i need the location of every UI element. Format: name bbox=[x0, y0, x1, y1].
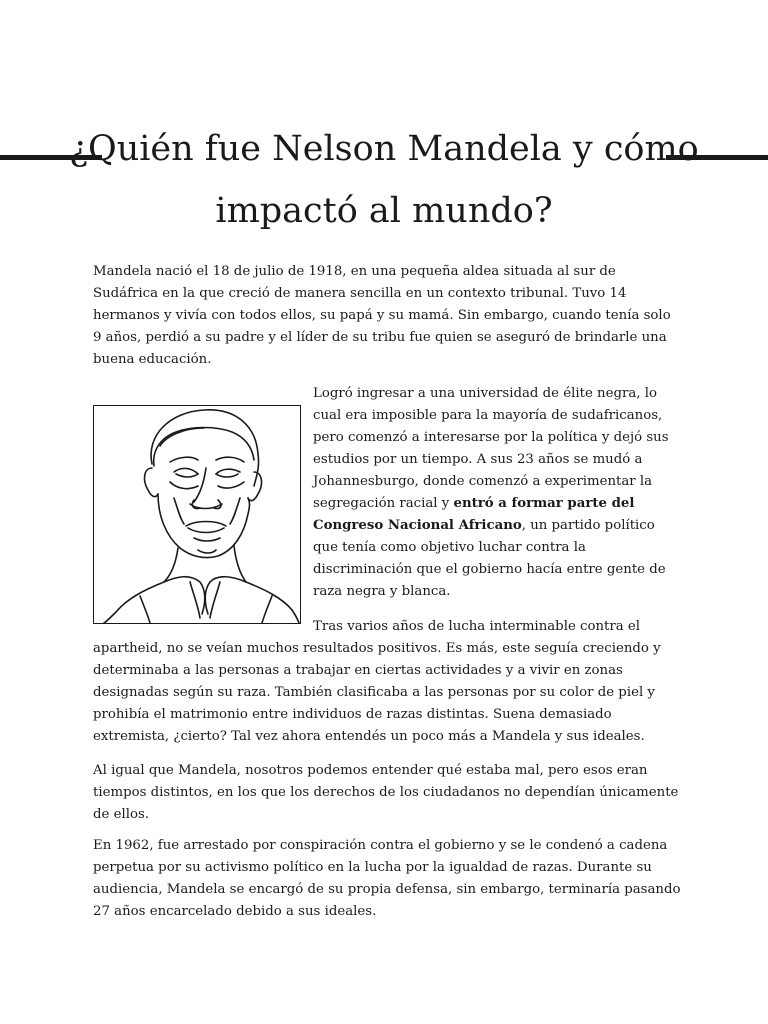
mandela-portrait-illustration bbox=[93, 405, 301, 624]
paragraph-birth: Mandela nació el 18 de julio de 1918, en una pequeña aldea situada al sur de Sudáfrica en la que creció de manera sencilla en un contexto tribunal. Tuvo 14 hermanos y vivía con todos ellos, su papá y su mamá. Sin embargo, cuando tenía solo 9 años, perdió a su padre y el líder de su tribu fue quien se aseguró de brindarle una buena educación. bbox=[93, 264, 671, 367]
title-line-1: ¿Quién fue Nelson Mandela y cómo bbox=[69, 129, 699, 169]
paragraph-apartheid bbox=[93, 616, 683, 748]
paragraph-university-text-2: , un partido político que tenía como objetivo luchar contra la discriminación que el gobierno hacía entre gente de raza negra y blanca. bbox=[313, 518, 666, 599]
paragraph-understanding: Al igual que Mandela, nosotros podemos entender qué estaba mal, pero esos eran tiempos distintos, en los que los derechos de los ciudadanos no dependían únicamente de ellos. bbox=[93, 763, 679, 822]
paragraph-apartheid-text: Tras varios años de lucha interminable contra el apartheid, no se veían muchos resultados positivos. Es más, este seguía creciendo y determinaba a las personas a trabajar en ciertas actividades y a vivir en zonas designadas según su raza. También clasificaba a las personas por su color de piel y prohibía el matrimonio entre individuos de razas distintas. Suena demasiado extremista, ¿cierto? Tal vez ahora entendés un poco más a Mandela y sus ideales. bbox=[93, 619, 661, 744]
page-title bbox=[0, 118, 768, 242]
paragraph-university bbox=[313, 383, 683, 603]
paragraph-university-text-1: Logró ingresar a una universidad de élite negra, lo cual era imposible para la mayoría de sudafricanos, pero comenzó a interesarse por la política y dejó sus estudios por un tiempo. A sus 23 años se mudó a Johannesburgo, donde comenzó a experimentar la segregación racial y bbox=[313, 386, 669, 511]
paragraph-university-bold: entró a formar parte del Congreso Nacional Africano bbox=[313, 496, 635, 533]
paragraph-arrest: En 1962, fue arrestado por conspiración contra el gobierno y se le condenó a cadena perpetua por su activismo político en la lucha por la igualdad de razas. Durante su audiencia, Mandela se encargó de su propia defensa, sin embargo, terminaría pasando 27 años encarcelado debido a sus ideales. bbox=[93, 838, 681, 919]
title-line-2: impactó al mundo? bbox=[215, 191, 553, 231]
